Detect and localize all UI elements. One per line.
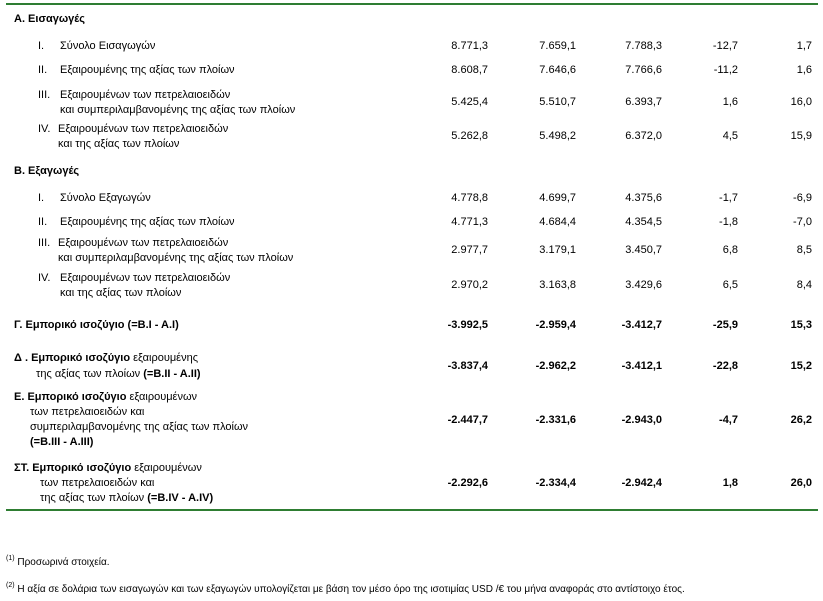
top-rule — [6, 3, 818, 5]
section-b-row4-value-col3: 3.429,6 — [625, 279, 662, 291]
section-a-row3-value-col1: 5.425,4 — [451, 96, 488, 108]
row-label-line: Εξαιρουμένων των πετρελαιοειδών — [60, 272, 231, 284]
row-number: I. — [38, 192, 45, 204]
section-st-line2: των πετρελαιοειδών και — [40, 477, 155, 489]
section-b-row1-value-col3: 4.375,6 — [625, 192, 662, 204]
section-d-title-rest: εξαιρουμένης — [130, 352, 198, 364]
section-a-row2-value-col5: 1,6 — [796, 64, 812, 76]
section-st-value-col3: -2.942,4 — [621, 477, 662, 489]
section-a-row4-value-col3: 6.372,0 — [625, 130, 662, 142]
section-e-title: Ε. Εμπορικό ισοζύγιο — [14, 391, 127, 403]
section-e-line3: συμπεριλαμβανομένης της αξίας των πλοίων — [30, 421, 249, 433]
section-st-title: ΣΤ. Εμπορικό ισοζύγιο — [14, 462, 132, 474]
row-number: II. — [38, 216, 48, 228]
section-e-title-rest: εξαιρουμένων — [126, 391, 198, 403]
section-d-value-col1: -3.837,4 — [447, 360, 488, 372]
section-b-row4-value-col2: 3.163,8 — [539, 279, 576, 291]
section-a-row2-value-col4: -11,2 — [713, 64, 738, 76]
row-number: I. — [38, 40, 45, 52]
section-b-row2-value-col5: -7,0 — [793, 216, 812, 228]
section-d-title: Δ . Εμπορικό ισοζύγιο — [14, 352, 131, 364]
section-st-line3 — [40, 491, 213, 505]
section-st-value-col4: 1,8 — [722, 477, 738, 489]
section-b-row1-value-col1: 4.778,8 — [451, 192, 488, 204]
section-b-row2-value-col2: 4.684,4 — [539, 216, 576, 228]
section-e-value-col5: 26,2 — [790, 414, 812, 426]
section-d-value-col3: -3.412,1 — [621, 360, 662, 372]
section-e-line1 — [14, 390, 197, 404]
row-number: IV. — [38, 272, 51, 284]
row-label-line: και συμπεριλαμβανομένης της αξίας των πλοίων — [60, 104, 296, 116]
section-e-value-col3: -2.943,0 — [621, 414, 662, 426]
section-e-formula: (=B.III - A.III) — [30, 436, 94, 448]
section-d-formula: (=B.II - A.II) — [143, 368, 201, 380]
section-st-value-col2: -2.334,4 — [535, 477, 576, 489]
row-label-line: Σύνολο Εξαγωγών — [60, 192, 151, 204]
section-e-value-col4: -4,7 — [719, 414, 738, 426]
section-d-value-col2: -2.962,2 — [535, 360, 576, 372]
section-a-row4-value-col4: 4,5 — [722, 130, 738, 142]
row-label-line: και συμπεριλαμβανομένης της αξίας των πλοίων — [58, 252, 294, 264]
section-g-value-col5: 15,3 — [790, 319, 812, 331]
section-a-row4-value-col2: 5.498,2 — [539, 130, 576, 142]
footnote-2-text: Η αξία σε δολάρια των εισαγωγών και των εξαγωγών υπολογίζεται με βάση τον μέσο όρο της ισοτιμίας USD /€ του μήνα αναφοράς στο αντίστοιχο έτος. — [17, 584, 685, 595]
section-a-row4-value-col1: 5.262,8 — [451, 130, 488, 142]
section-b-row4-value-col5: 8,4 — [796, 279, 812, 291]
section-b-row2-value-col4: -1,8 — [719, 216, 738, 228]
footnote-2-marker: (2) — [6, 582, 15, 589]
section-d-value-col4: -22,8 — [712, 360, 738, 372]
section-b-row4-value-col4: 6,5 — [722, 279, 738, 291]
section-a-row3-value-col5: 16,0 — [790, 96, 812, 108]
row-number: III. — [38, 237, 51, 249]
footnote-1-marker: (1) — [6, 555, 15, 562]
row-label-line: Εξαιρουμένων των πετρελαιοειδών — [58, 237, 229, 249]
section-a-title: Α. Εισαγωγές — [14, 13, 85, 25]
section-b-title: Β. Εξαγωγές — [14, 165, 80, 177]
footnote-1 — [6, 557, 110, 568]
row-number: III. — [38, 89, 51, 101]
footnote-1-text: Προσωρινά στοιχεία. — [17, 557, 110, 568]
section-g-value-col3: -3.412,7 — [621, 319, 662, 331]
section-st-desc: της αξίας των πλοίων — [40, 492, 148, 504]
section-g-value-col2: -2.959,4 — [535, 319, 576, 331]
section-b-row3-value-col1: 2.977,7 — [451, 244, 488, 256]
section-a-row3-value-col3: 6.393,7 — [625, 96, 662, 108]
section-b-row3-value-col5: 8,5 — [796, 244, 812, 256]
section-b-row4-value-col1: 2.970,2 — [451, 279, 488, 291]
section-b-row2-value-col3: 4.354,5 — [625, 216, 662, 228]
section-g-value-col1: -3.992,5 — [447, 319, 488, 331]
row-label-line: Σύνολο Εισαγωγών — [60, 40, 156, 52]
section-a-row1-value-col1: 8.771,3 — [451, 40, 488, 52]
section-d-line2 — [36, 367, 201, 381]
section-e-value-col1: -2.447,7 — [447, 414, 488, 426]
section-g-title: Γ. Εμπορικό ισοζύγιο (=B.I - A.I) — [14, 319, 179, 331]
section-a-row1-value-col2: 7.659,1 — [539, 40, 576, 52]
bottom-rule — [6, 509, 818, 511]
section-a-row1-value-col4: -12,7 — [712, 40, 738, 52]
section-b-row3-value-col3: 3.450,7 — [625, 244, 662, 256]
section-d-line1 — [14, 351, 198, 365]
section-d-desc: της αξίας των πλοίων — [36, 368, 144, 380]
row-label-line: και της αξίας των πλοίων — [60, 287, 182, 299]
section-b-row1-value-col2: 4.699,7 — [539, 192, 576, 204]
section-st-value-col5: 26,0 — [790, 477, 812, 489]
row-label-line: και της αξίας των πλοίων — [58, 138, 180, 150]
footnote-2 — [6, 584, 685, 595]
section-st-formula: (=B.IV - A.IV) — [147, 492, 214, 504]
section-st-value-col1: -2.292,6 — [447, 477, 488, 489]
row-label-line: Εξαιρουμένης της αξίας των πλοίων — [60, 64, 235, 76]
section-a-row1-value-col5: 1,7 — [796, 40, 812, 52]
section-b-row2-value-col1: 4.771,3 — [451, 216, 488, 228]
section-st-title-rest: εξαιρουμένων — [131, 462, 202, 474]
section-a-row2-value-col1: 8.608,7 — [451, 64, 488, 76]
row-number: IV. — [38, 123, 51, 135]
row-label-line: Εξαιρουμένων των πετρελαιοειδών — [58, 123, 229, 135]
row-label-line: Εξαιρουμένων των πετρελαιοειδών — [60, 89, 231, 101]
section-b-row1-value-col4: -1,7 — [719, 192, 738, 204]
section-b-row3-value-col4: 6,8 — [722, 244, 738, 256]
section-a-row3-value-col4: 1,6 — [722, 96, 738, 108]
section-b-row3-value-col2: 3.179,1 — [539, 244, 576, 256]
section-g-value-col4: -25,9 — [712, 319, 738, 331]
section-a-row1-value-col3: 7.788,3 — [625, 40, 662, 52]
section-e-line2: των πετρελαιοειδών και — [30, 406, 145, 418]
section-a-row4-value-col5: 15,9 — [790, 130, 812, 142]
section-st-line1 — [14, 461, 202, 475]
row-number: II. — [38, 64, 48, 76]
row-label-line: Εξαιρουμένης της αξίας των πλοίων — [60, 216, 235, 228]
section-b-row1-value-col5: -6,9 — [793, 192, 812, 204]
section-a-row2-value-col3: 7.766,6 — [625, 64, 662, 76]
section-a-row3-value-col2: 5.510,7 — [539, 96, 576, 108]
section-a-row2-value-col2: 7.646,6 — [539, 64, 576, 76]
section-e-value-col2: -2.331,6 — [535, 414, 576, 426]
section-d-value-col5: 15,2 — [790, 360, 812, 372]
